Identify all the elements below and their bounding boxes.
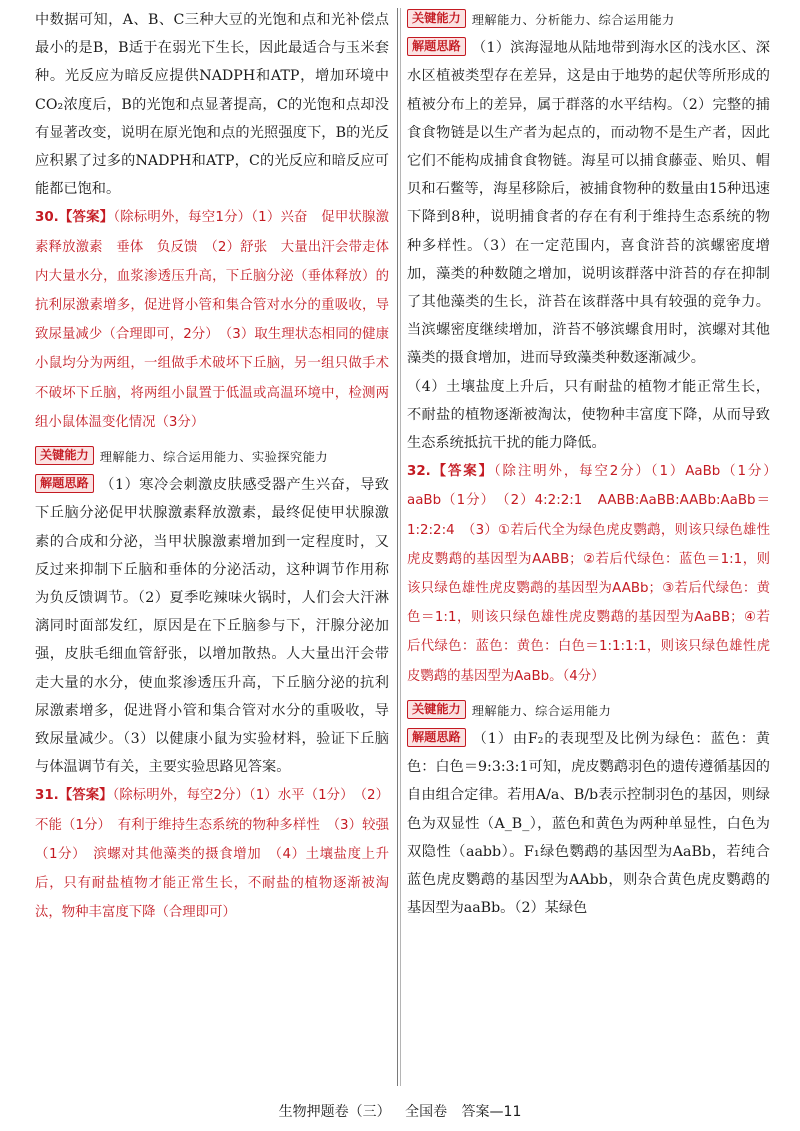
q30-solution	[35, 471, 389, 781]
key-ability-tag: 关键能力	[407, 9, 466, 28]
right-column	[407, 6, 784, 923]
footer-page-number: 答案—11	[461, 1104, 522, 1120]
q30-key-ability	[35, 443, 389, 471]
q32-solution-text: （1）由F₂的表现型及比例为绿色：蓝色：黄色：白色＝9:3:3:1可知，虎皮鹦鹉羽色的遗传遵循基因的自由组合定律。若用A/a、B/b表示控制羽色的基因，则绿色为双显性（A_B_），蓝色和黄色为两种单显性，白色为双隐性（aabb）。F₁绿色鹦鹉的基因型为AaBb，若纯合蓝色虎皮鹦鹉的基因型为AAbb，则杂合黄色虎皮鹦鹉的基因型为aaBb。（2）某绿色	[407, 731, 770, 917]
q31-answer-label: 【答案】	[58, 788, 113, 804]
q32-number: 32.	[407, 464, 431, 480]
q31-solution-text: （1）滨海湿地从陆地带到海水区的浅水区、深水区植被类型存在差异，这是由于地势的起伏等所形成的植被分布上的差异，属于群落的水平结构。（2）完整的捕食食物链是以生产者为起点的，而动物不是生产者，因此它们不能构成捕食食物链。海星可以捕食藤壶、贻贝、帽贝和石鳖等，海星移除后，被捕食物种的数量由15种迅速下降到8种，说明捕食者的存在有利于维持生态系统的物种多样性。（3）在一定范围内，喜食浒苔的滨螺密度增加，藻类的种数随之增加，说明该群落中浒苔的存在抑制了其他藻类的生长，浒苔在该群落中具有较强的竞争力。当滨螺密度继续增加，浒苔不够滨螺食用时，滨螺对其他藻类的摄食增加，进而导致藻类种数逐渐减少。	[407, 40, 770, 367]
column-divider	[397, 8, 398, 1086]
q32-answer-text: （除注明外，每空2分）（1）AaBb（1分） aaBb（1分） （2）4:2:2:1 AABB:AaBB:AABb:AaBb＝1:2:2:4 （3）①若后代全为绿色虎皮鹦鹉，则该只绿色雄性虎皮鹦鹉的基因型为AABB；②若后代绿色：蓝色＝1:1，则该只绿色雄性虎皮鹦鹉的基因型为AABb；③若后代绿色：黄色＝1:1，则该只绿色雄性虎皮鹦鹉的基因型为AaBB；④若后代绿色：蓝色：黄色：白色＝1:1:1:1，则该只绿色雄性虎皮鹦鹉的基因型为AaBb。（4分）	[407, 464, 784, 684]
q32-ability-text: 理解能力、综合运用能力	[471, 703, 612, 718]
column-divider-inner	[400, 8, 401, 1086]
q30-ability-text: 理解能力、综合运用能力、实验探究能力	[99, 450, 329, 465]
key-ability-tag: 关键能力	[407, 700, 466, 719]
left-column	[35, 6, 389, 928]
q31-number: 31.	[35, 788, 59, 804]
solution-idea-tag: 解题思路	[35, 474, 94, 493]
q30-answer-label: 【答案】	[58, 210, 114, 226]
q29-explanation-tail: 中数据可知，A、B、C三种大豆的光饱和点和光补偿点最小的是B，B适于在弱光下生长，因此最适合与玉米套种。光反应为暗反应提供NADPH和ATP，增加环境中CO₂浓度后，B的光饱和点显著提高，C的光饱和点却没有显著改变，说明在原光饱和点的光照强度下，B的光反应积累了过多的NADPH和ATP，C的光反应和暗反应可能都已饱和。	[35, 12, 389, 198]
q31-answer-text: （除标明外，每空2分）（1）水平（1分） （2）不能（1分） 有利于维持生态系统的物种多样性 （3）较强（1分） 滨螺对其他藻类的摄食增加 （4）土壤盐度上升后，只有耐盐植物才能正常生长，不耐盐的植物逐渐被淘汰，物种丰富度下降（合理即可）	[35, 788, 390, 921]
q31-ability-text: 理解能力、分析能力、综合运用能力	[471, 13, 675, 27]
solution-idea-tag: 解题思路	[407, 37, 466, 56]
q32-key-ability	[407, 697, 770, 725]
q32-solution	[407, 725, 770, 922]
q31-key-ability	[407, 6, 770, 34]
q30-solution-text: （1）寒冷会刺激皮肤感受器产生兴奋，导致下丘脑分泌促甲状腺激素释放激素，最终促使甲状腺激素的合成和分泌，当甲状腺激素增加到一定程度时，又反过来抑制下丘脑和垂体的分泌活动，这种调节作用称为负反馈调节。（2）夏季吃辣味火锅时，人们会大汗淋漓同时面部发红，原因是在下丘脑参与下，汗腺分泌加强，皮肤毛细血管舒张，以增加散热。人大量出汗会带走大量的水分，使血浆渗透压升高，下丘脑分泌的抗利尿激素增多，促进肾小管和集合管对水分的重吸收，导致尿量减少。（3）以健康小鼠为实验材料，验证下丘脑与体温调节有关，主要实验思路见答案。	[35, 477, 389, 776]
key-ability-tag: 关键能力	[35, 446, 94, 465]
q32-answer-label: 【答案】	[430, 464, 494, 480]
q30-answer	[35, 203, 389, 437]
q30-number: 30.	[35, 210, 59, 226]
solution-idea-tag: 解题思路	[407, 728, 466, 747]
q31-solution	[407, 34, 770, 372]
footer-title: 生物押题卷（三）	[278, 1104, 391, 1120]
q30-answer-text: （除标明外，每空1分）（1）兴奋 促甲状腺激素释放激素 垂体 负反馈 （2）舒张 大量出汗会带走体内大量水分，血浆渗透压升高，下丘脑分泌（垂体释放）的抗利尿激素增多，促进肾小管和集合管对水分的重吸收，导致尿量减少（合理即可，2分） （3）取生理状态相同的健康小鼠均分为两组，一组做手术破坏下丘脑，另一组只做手术不破坏下丘脑，将两组小鼠置于低温或高温环境中，检测两组小鼠体温变化情况（3分）	[35, 210, 390, 430]
q31-solution-part4: （4）土壤盐度上升后，只有耐盐的植物才能正常生长，不耐盐的植物逐渐被淘汰，使物种丰富度下降，从而导致生态系统抵抗干扰的能力降低。	[407, 378, 770, 452]
footer-scope: 全国卷	[405, 1104, 448, 1120]
page-footer	[0, 1101, 800, 1121]
q32-answer	[407, 457, 784, 691]
q31-answer	[35, 781, 389, 927]
